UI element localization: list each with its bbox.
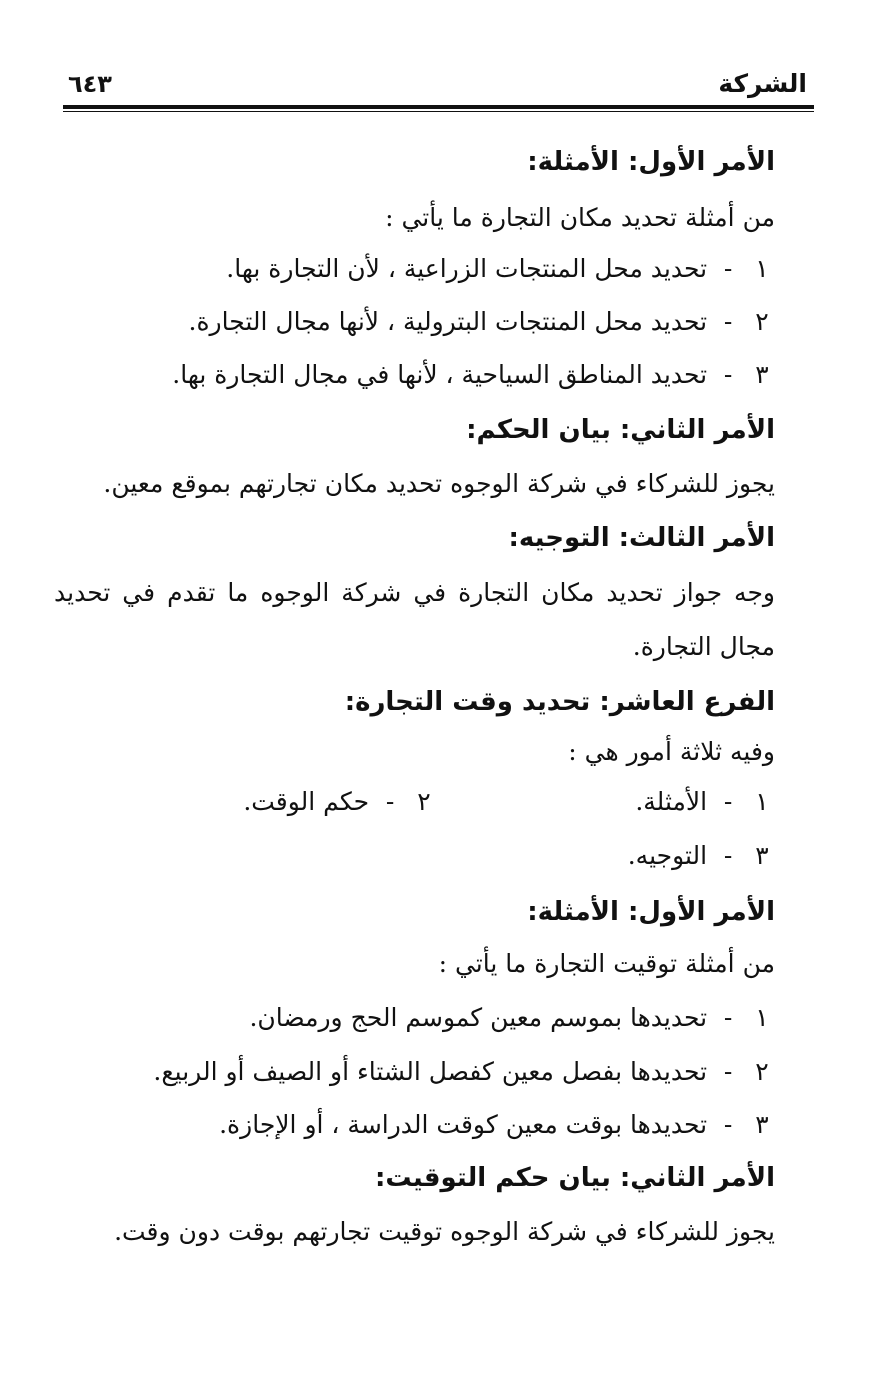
paragraph-ruling: يجوز للشركاء في شركة الوجوه تحديد مكان تجارتهم بموقع معين. xyxy=(103,469,775,498)
item-text: تحديد محل المنتجات البترولية ، لأنها مجال التجارة. xyxy=(188,307,708,336)
item-number: ١ xyxy=(755,787,769,816)
item-number: ١ xyxy=(755,254,769,283)
item-text: تحديدها بوقت معين كوقت الدراسة ، أو الإجازة. xyxy=(219,1110,708,1139)
item-dash: - xyxy=(723,1003,733,1032)
item-number: ٢ xyxy=(755,1057,769,1086)
item-text: تحديدها بفصل معين كفصل الشتاء أو الصيف أو الربيع. xyxy=(153,1057,708,1086)
list-item xyxy=(635,782,775,822)
item-text: التوجيه. xyxy=(627,841,708,870)
item-dash: - xyxy=(723,841,733,870)
item-text: تحديدها بموسم معين كموسم الحج ورمضان. xyxy=(249,1003,708,1032)
item-dash: - xyxy=(723,1057,733,1086)
header-rule-thick xyxy=(63,105,814,109)
paragraph-three-matters: وفيه ثلاثة أمور هي : xyxy=(568,737,775,766)
heading-branch-ten: الفرع العاشر: تحديد وقت التجارة: xyxy=(344,687,775,717)
paragraph-justification: وجه جواز تحديد مكان التجارة في شركة الوجوه ما تقدم في تحديد مجال التجارة. xyxy=(54,578,775,661)
heading-justification: الأمر الثالث: التوجيه: xyxy=(508,523,775,553)
item-number: ٣ xyxy=(755,1110,769,1139)
item-dash: - xyxy=(723,360,733,389)
item-text: تحديد محل المنتجات الزراعية ، لأن التجارة بها. xyxy=(226,254,708,283)
item-number: ٣ xyxy=(755,841,769,870)
heading-examples-time: الأمر الأول: الأمثلة: xyxy=(527,897,775,927)
heading-examples: الأمر الأول: الأمثلة: xyxy=(527,147,775,177)
heading-ruling: الأمر الثاني: بيان الحكم: xyxy=(466,415,775,445)
item-text: حكم الوقت. xyxy=(243,787,370,816)
item-number: ١ xyxy=(755,1003,769,1032)
item-dash: - xyxy=(723,787,733,816)
item-number: ٢ xyxy=(417,787,431,816)
page-number: ٦٤٣ xyxy=(68,70,112,98)
paragraph-timing-ruling: يجوز للشركاء في شركة الوجوه توقيت تجارتهم بوقت دون وقت. xyxy=(114,1217,775,1246)
item-number: ٢ xyxy=(755,307,769,336)
item-dash: - xyxy=(723,307,733,336)
list-item xyxy=(153,1052,775,1092)
list-item xyxy=(189,302,776,342)
item-number: ٣ xyxy=(755,360,769,389)
list-item xyxy=(243,782,437,822)
list-item xyxy=(628,836,775,876)
list-item xyxy=(172,355,775,395)
paragraph-intro-time: من أمثلة توقيت التجارة ما يأتي : xyxy=(438,949,775,978)
item-text: تحديد المناطق السياحية ، لأنها في مجال التجارة بها. xyxy=(172,360,708,389)
list-item xyxy=(249,998,775,1038)
item-text: الأمثلة. xyxy=(635,787,708,816)
list-item xyxy=(219,1105,775,1145)
heading-timing-ruling: الأمر الثاني: بيان حكم التوقيت: xyxy=(375,1163,775,1193)
running-title: الشركة xyxy=(718,69,807,98)
header-rule-thin xyxy=(63,111,814,112)
paragraph-intro-place: من أمثلة تحديد مكان التجارة ما يأتي : xyxy=(385,203,775,232)
item-dash: - xyxy=(385,787,395,816)
item-dash: - xyxy=(723,1110,733,1139)
item-dash: - xyxy=(723,254,733,283)
list-item xyxy=(226,249,775,289)
